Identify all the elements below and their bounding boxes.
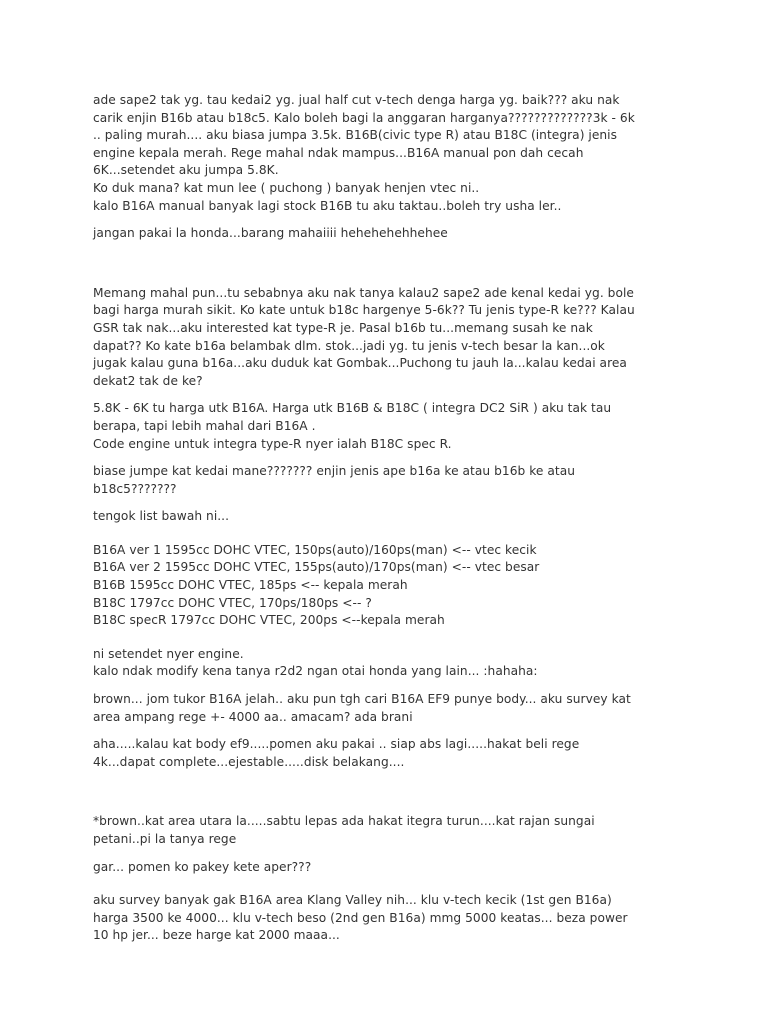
- text-line: carik enjin B16b atau b18c5. Kalo boleh bagi la anggaran harganya?????????????3k - 6k: [93, 110, 635, 125]
- text-line: 6K...setendet aku jumpa 5.8K.: [93, 163, 279, 178]
- paragraph: [93, 508, 693, 526]
- text-line: 4k...dapat complete...ejestable.....disk belakang....: [93, 754, 405, 769]
- text-line: jugak kalau guna b16a...aku duduk kat Gombak...Puchong tu jauh la...kalau kedai area: [93, 356, 627, 371]
- paragraph: [93, 225, 693, 243]
- text-line: Ko duk mana? kat mun lee ( puchong ) banyak henjen vtec ni..: [93, 180, 480, 195]
- paragraph: [93, 813, 693, 848]
- text-line: b18c5???????: [93, 481, 177, 496]
- text-line: ade sape2 tak yg. tau kedai2 yg. jual half cut v-tech denga harga yg. baik??? aku nak: [93, 93, 620, 107]
- text-line: gar... pomen ko pakey kete aper???: [93, 859, 312, 874]
- text-line: 5.8K - 6K tu harga utk B16A. Harga utk B16B & B18C ( integra DC2 SiR ) aku tak tau: [93, 401, 612, 416]
- text-line: biase jumpe kat kedai mane??????? enjin jenis ape b16a ke atau b16b ke atau: [93, 464, 575, 479]
- text-line: area ampang rege +- 4000 aa.. amacam? ada brani: [93, 709, 413, 724]
- text-line: kalo ndak modify kena tanya r2d2 ngan otai honda yang lain... :hahaha:: [93, 664, 538, 679]
- text-line: dapat?? Ko kate b16a belambak dlm. stok...jadi yg. tu jenis v-tech besar la kan...ok: [93, 338, 605, 353]
- text-line: harga 3500 ke 4000... klu v-tech beso (2nd gen B16a) mmg 5000 keatas... beza power: [93, 910, 628, 925]
- paragraph: [93, 892, 693, 945]
- paragraph: [93, 92, 693, 215]
- text-line: .. paling murah.... aku biasa jumpa 3.5k. B16B(civic type R) atau B18C (integra) jenis: [93, 128, 618, 143]
- paragraph: [93, 691, 693, 726]
- paragraph: [93, 859, 693, 877]
- list-item: B18C 1797cc DOHC VTEC, 170ps/180ps <-- ?: [93, 595, 372, 610]
- paragraph: [93, 736, 693, 771]
- list-item: B16B 1595cc DOHC VTEC, 185ps <-- kepala merah: [93, 578, 408, 593]
- text-line: dekat2 tak de ke?: [93, 373, 203, 388]
- paragraph: [93, 285, 693, 391]
- text-line: jangan pakai la honda...barang mahaiiii hehehehehhehee: [93, 226, 448, 241]
- paragraph: [93, 646, 693, 681]
- text-line: Memang mahal pun...tu sebabnya aku nak tanya kalau2 sape2 ade kenal kedai yg. bole: [93, 285, 634, 300]
- text-line: kalo B16A manual banyak lagi stock B16B tu aku taktau..boleh try usha ler..: [93, 198, 562, 213]
- text-line: ni setendet nyer engine.: [93, 646, 244, 661]
- text-line: tengok list bawah ni...: [93, 509, 230, 524]
- text-line: brown... jom tukor B16A jelah.. aku pun tgh cari B16A EF9 punye body... aku survey kat: [93, 692, 631, 707]
- text-line: aku survey banyak gak B16A area Klang Valley nih... klu v-tech kecik (1st gen B16a): [93, 893, 612, 908]
- paragraph: [93, 400, 693, 453]
- list-item: B16A ver 1 1595cc DOHC VTEC, 150ps(auto)/160ps(man) <-- vtec kecik: [93, 542, 537, 557]
- text-line: 10 hp jer... beze harge kat 2000 maaa...: [93, 928, 340, 943]
- text-line: bagi harga murah sikit. Ko kate untuk b18c hargenye 5-6k?? Tu jenis type-R ke??? Kalau: [93, 303, 635, 318]
- engine-list: [93, 542, 693, 630]
- text-line: petani..pi la tanya rege: [93, 832, 237, 846]
- text-line: *brown..kat area utara la.....sabtu lepas ada hakat itegra turun....kat rajan sungai: [93, 814, 595, 829]
- text-line: engine kepala merah. Rege mahal ndak mampus...B16A manual pon dah cecah: [93, 145, 584, 160]
- text-line: GSR tak nak...aku interested kat type-R je. Pasal b16b tu...memang susah ke nak: [93, 320, 593, 335]
- text-line: Code engine untuk integra type-R nyer ialah B18C spec R.: [93, 436, 452, 451]
- list-item: B18C specR 1797cc DOHC VTEC, 200ps <--kepala merah: [93, 613, 445, 628]
- list-item: B16A ver 2 1595cc DOHC VTEC, 155ps(auto)/170ps(man) <-- vtec besar: [93, 560, 540, 575]
- text-line: aha.....kalau kat body ef9.....pomen aku pakai .. siap abs lagi.....hakat beli rege: [93, 737, 580, 752]
- paragraph: [93, 463, 693, 498]
- text-line: berapa, tapi lebih mahal dari B16A .: [93, 418, 316, 433]
- document-page: [93, 92, 693, 945]
